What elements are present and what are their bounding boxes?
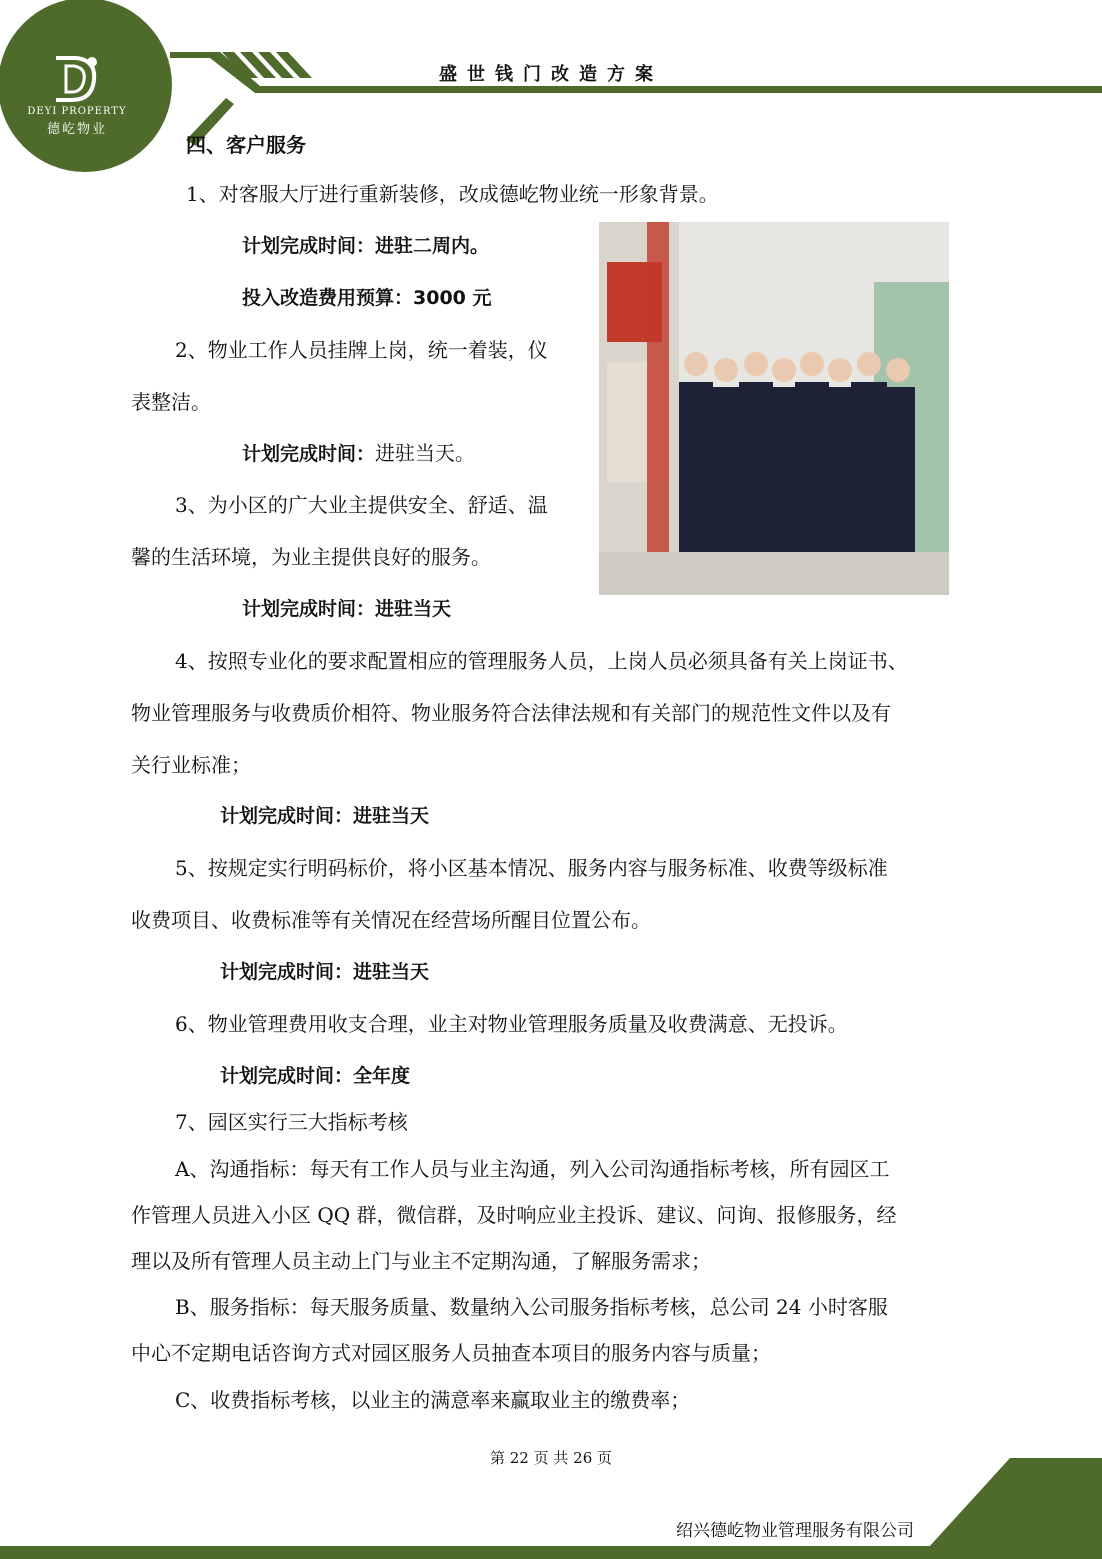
footer-decoration <box>0 1450 1102 1559</box>
item-4-line2: 物业管理服务与收费质价相符、物业服务符合法律法规和有关部门的规范性文件以及有 <box>131 701 891 725</box>
item-4-line3: 关行业标准； <box>131 753 251 777</box>
item-7-a-line2: 作管理人员进入小区 QQ 群，微信群，及时响应业主投诉、建议、问询、报修服务，经 <box>131 1203 897 1227</box>
logo-brand-text: DEYI PROPERTY <box>27 106 127 117</box>
item-5-line1: 5、按规定实行明码标价，将小区基本情况、服务内容与服务标准、收费等级标准 <box>175 856 888 880</box>
item-4-plan: 计划完成时间：进驻当天 <box>220 805 430 827</box>
item-2-plan-label: 计划完成时间： <box>242 443 376 465</box>
item-5-plan: 计划完成时间：进驻当天 <box>220 961 430 983</box>
item-6-text: 6、物业管理费用收支合理，业主对物业管理服务质量及收费满意、无投诉。 <box>175 1012 848 1036</box>
section-heading: 四、客户服务 <box>186 133 306 157</box>
page-header-title: 盛世钱门改造方案 <box>439 64 663 85</box>
page-suffix: 页 <box>597 1449 613 1467</box>
item-1-budget: 投入改造费用预算：3000 元 <box>242 287 492 309</box>
item-3-line1: 3、为小区的广大业主提供安全、舒适、温 <box>175 493 548 517</box>
item-2-line1: 2、物业工作人员挂牌上岗，统一着装，仪 <box>175 338 548 362</box>
item-7-a-line3: 理以及所有管理人员主动上门与业主不定期沟通，了解服务需求； <box>131 1249 711 1273</box>
item-1-plan: 计划完成时间：进驻二周内。 <box>242 235 490 257</box>
item-6-plan: 计划完成时间：全年度 <box>220 1065 411 1087</box>
item-2-plan-value: 进驻当天。 <box>375 441 476 465</box>
page-mid: 页 共 <box>533 1449 569 1467</box>
page-current: 22 <box>509 1449 529 1467</box>
staff-group-photo <box>599 222 949 595</box>
item-3-plan: 计划完成时间：进驻当天 <box>242 598 452 620</box>
item-7-b-line2: 中心不定期电话咨询方式对园区服务人员抽查本项目的服务内容与质量； <box>131 1341 771 1365</box>
page-total: 26 <box>573 1449 593 1467</box>
item-1-text: 1、对客服大厅进行重新装修，改成德屹物业统一形象背景。 <box>186 182 719 206</box>
item-4-line1: 4、按照专业化的要求配置相应的管理服务人员，上岗人员必须具备有关上岗证书、 <box>175 649 908 673</box>
item-2-line2: 表整洁。 <box>131 390 211 414</box>
item-7-a-line1: A、沟通指标：每天有工作人员与业主沟通，列入公司沟通指标考核，所有园区工 <box>175 1157 890 1181</box>
logo-cn-text: 德屹物业 <box>46 122 107 137</box>
footer-company-name: 绍兴德屹物业管理服务有限公司 <box>676 1521 914 1541</box>
item-7-b-line1: B、服务指标：每天服务质量、数量纳入公司服务指标考核，总公司 24 小时客服 <box>175 1295 888 1319</box>
item-3-line2: 馨的生活环境，为业主提供良好的服务。 <box>131 545 491 569</box>
item-2-plan <box>242 439 475 468</box>
item-7-title: 7、园区实行三大指标考核 <box>175 1110 408 1134</box>
page-prefix: 第 <box>489 1449 505 1467</box>
item-7-c-line1: C、收费指标考核，以业主的满意率来赢取业主的缴费率； <box>175 1388 691 1412</box>
item-5-line2: 收费项目、收费标准等有关情况在经营场所醒目位置公布。 <box>131 908 651 932</box>
